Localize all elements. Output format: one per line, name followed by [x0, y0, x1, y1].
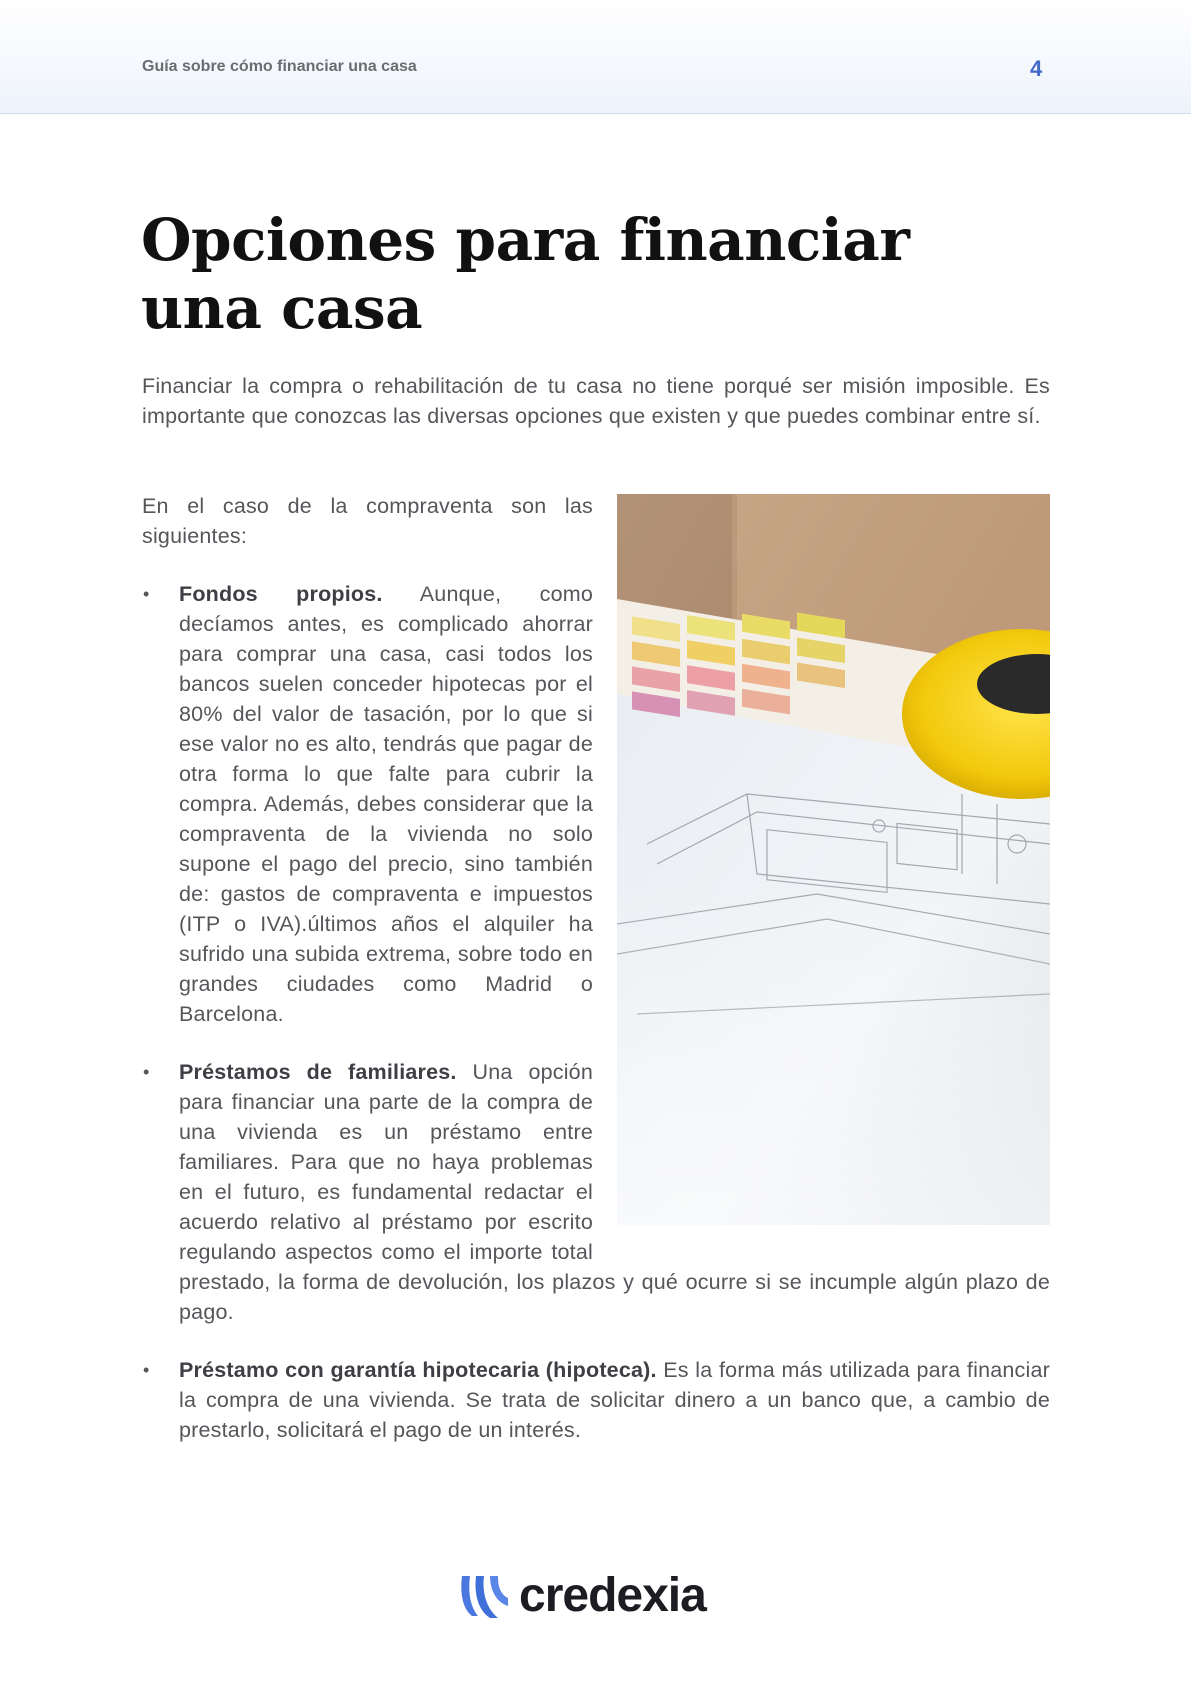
content-column [142, 491, 1050, 1473]
list-item [142, 579, 1050, 1029]
list-item [142, 1355, 1050, 1445]
intro-paragraph: Financiar la compra o rehabilitación de tu casa no tiene porqué ser misión imposible. Es importante que conozcas las diversas opciones que existen y que puedes combinar entre sí. [142, 374, 1050, 428]
bullet: • [143, 584, 150, 604]
list-item [142, 1057, 1050, 1327]
page-title: Opciones para financiar una casa [141, 206, 910, 342]
option-text: Es la forma más utilizada para financiar la compra de una vivienda. Se trata de solicitar dinero a un banco que, a cambio de prestarlo, solicitará el pago de un interés. [179, 1358, 1050, 1442]
bullet: • [143, 1360, 150, 1380]
bullet: • [143, 1062, 150, 1082]
document-title: Guía sobre cómo financiar una casa [142, 58, 417, 75]
option-term: Préstamo con garantía hipotecaria (hipoteca). [179, 1358, 657, 1382]
financing-options-list [142, 579, 1050, 1445]
page-number: 4 [1030, 56, 1043, 81]
credexia-logo [456, 1568, 746, 1628]
logo-wordmark: credexia [519, 1569, 706, 1622]
option-text: Una opción para financiar una parte de la compra de una vivienda es un préstamo entre familiares. Para que no haya problemas en el futuro, es fundamental redactar el acuerdo relativo al préstamo por escrito regulando aspectos como el importe total prestado, la forma de devolución, los plazos y qué ocurre si se incumple algún plazo de pago. [179, 1060, 1050, 1324]
option-text: Aunque, como decíamos antes, es complicado ahorrar para comprar una casa, casi todos los bancos suelen conceder hipotecas por el 80% del valor de tasación, por lo que si ese valor no es alto, tendrás que pagar de otra forma lo que falte para cubrir la compra. Además, debes considerar que la compraventa de la vivienda no solo supone el pago del precio, sino también de: gastos de compraventa e impuestos (ITP o IVA).últimos años el alquiler ha sufrido una subida extrema, sobre todo en grandes ciudades como Madrid o Barcelona. [179, 582, 593, 1026]
page-header [0, 0, 1191, 114]
lead-paragraph: En el caso de la compraventa son las siguientes: [142, 494, 593, 548]
option-term: Fondos propios. [179, 582, 383, 606]
credexia-logo-icon [456, 1572, 512, 1624]
option-term: Préstamos de familiares. [179, 1060, 457, 1084]
